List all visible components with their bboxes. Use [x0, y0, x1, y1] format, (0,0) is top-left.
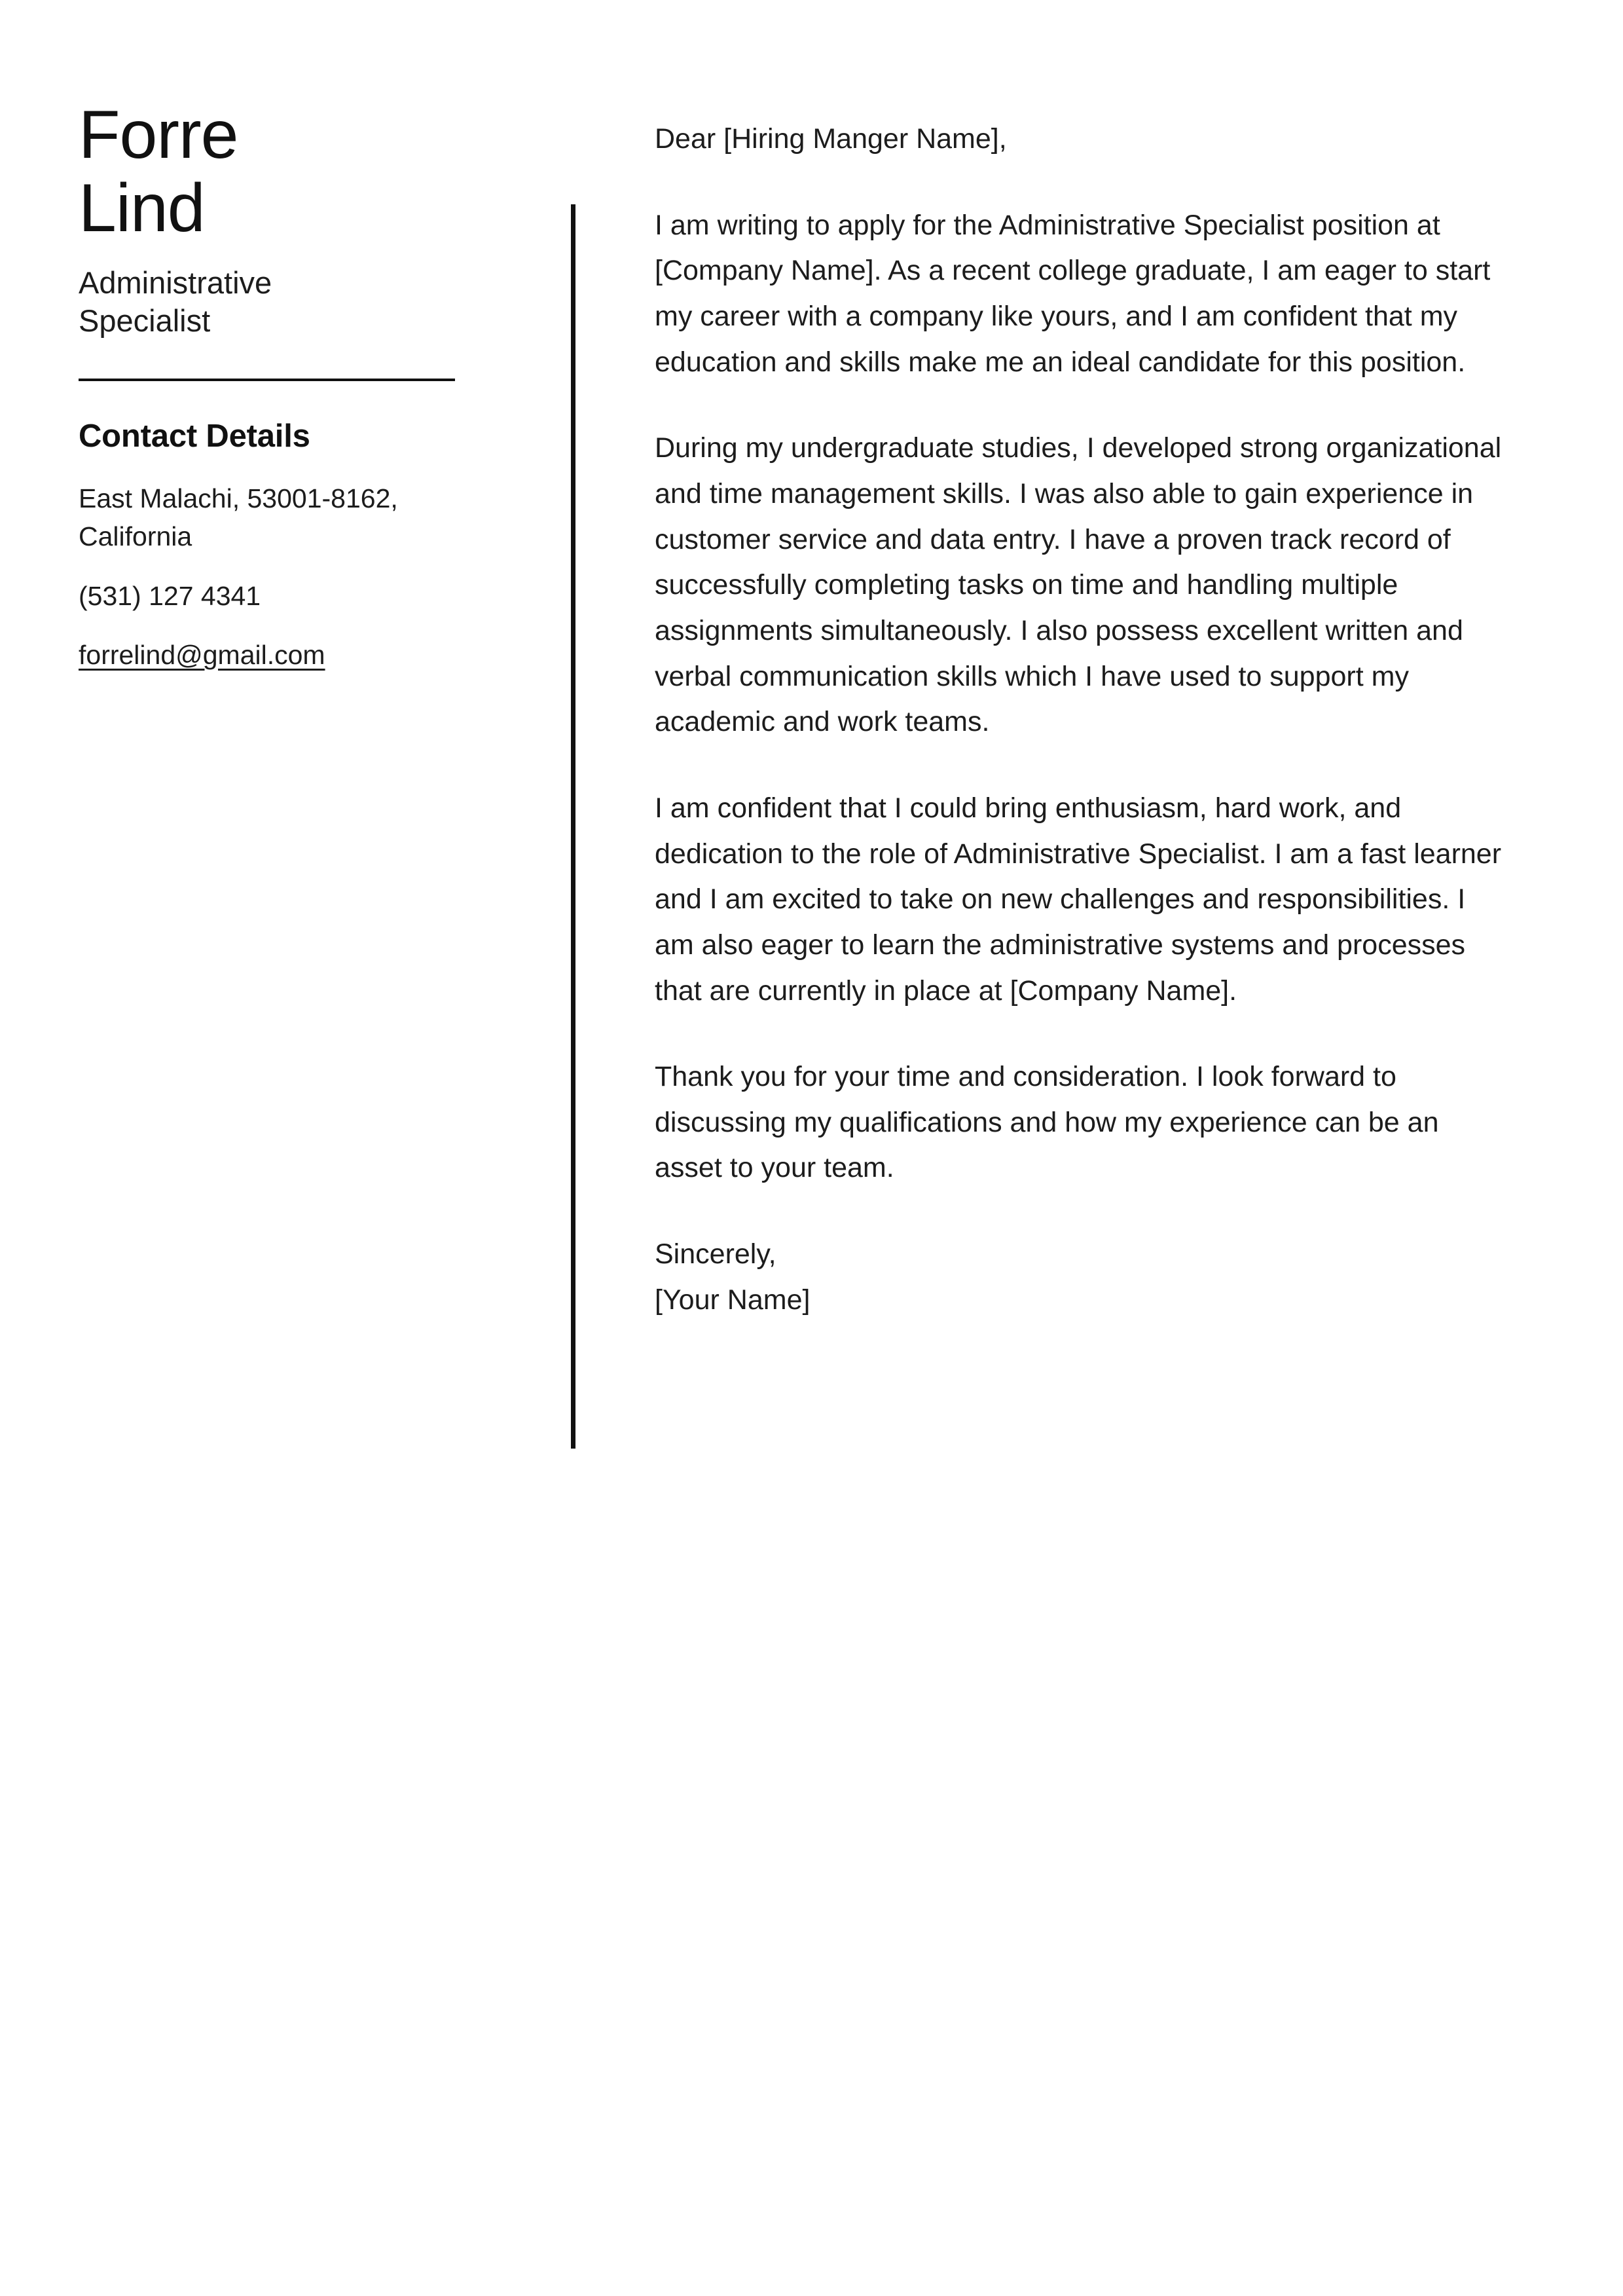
contact-email-link[interactable]: forrelind@gmail.com — [79, 639, 325, 670]
letter-paragraph-4: Thank you for your time and consideration. I look forward to discussing my qualifications and how my experience can be an asset to your team. — [655, 1061, 1439, 1184]
letter-signoff — [655, 1232, 1506, 1323]
contact-details-heading: Contact Details — [79, 418, 310, 454]
letter-body — [655, 117, 1506, 1323]
sidebar-divider — [79, 379, 455, 381]
job-title: Administrative Specialist — [79, 265, 272, 339]
name-first-line: Forre — [79, 97, 238, 173]
letter-salutation: Dear [Hiring Manger Name], — [655, 123, 1007, 155]
sidebar — [79, 98, 498, 695]
contact-address: East Malachi, 53001-8162, California — [79, 483, 398, 552]
letter-closing: Sincerely, — [655, 1238, 776, 1270]
vertical-divider — [571, 204, 575, 1449]
contact-phone[interactable]: (531) 127 4341 — [79, 580, 261, 611]
name-second-line: Lind — [79, 170, 205, 247]
letter-paragraph-3: I am confident that I could bring enthusiasm, hard work, and dedication to the role of Administrative Specialist. I am a fast learner and I am excited to take on new challenges and responsibilities. I am also eager to learn the administrative systems and processes that are currently in place at [Company Name]. — [655, 792, 1502, 1007]
letter-paragraph-1: I am writing to apply for the Administrative Specialist position at [Company Name]. As a recent college graduate, I am eager to start my career with a company like yours, and I am confident that my education and skills make me an ideal candidate for this position. — [655, 209, 1491, 378]
candidate-name — [79, 98, 498, 246]
letter-signature-name: [Your Name] — [655, 1284, 811, 1316]
letter-paragraph-2: During my undergraduate studies, I developed strong organizational and time management skills. I was also able to gain experience in customer service and data entry. I have a proven track record of successfully completing tasks on time and handling multiple assignments simultaneously. I also possess excellent written and verbal communication skills which I have used to support my academic and work teams. — [655, 432, 1502, 738]
